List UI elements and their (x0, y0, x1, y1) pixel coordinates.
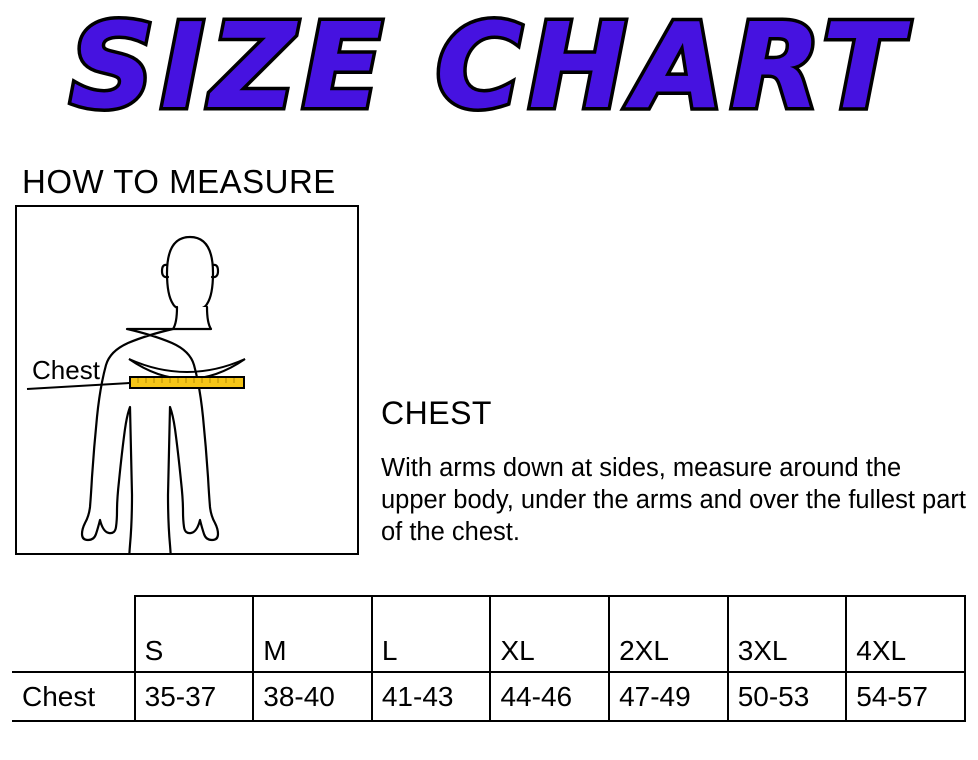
column-header-l: L (372, 596, 491, 672)
cell-chest-m: 38-40 (253, 672, 372, 721)
how-to-measure-heading: HOW TO MEASURE (22, 163, 336, 200)
cell-chest-xl: 44-46 (490, 672, 609, 721)
column-header-s: S (135, 596, 254, 672)
cell-chest-l: 41-43 (372, 672, 491, 721)
table-row (12, 672, 965, 721)
column-header-3xl: 3XL (728, 596, 847, 672)
column-header-m: M (253, 596, 372, 672)
table-corner-cell (12, 596, 135, 672)
cell-chest-3xl: 50-53 (728, 672, 847, 721)
cell-chest-2xl: 47-49 (609, 672, 728, 721)
page-title: SIZE CHART (69, 0, 909, 135)
chest-callout-label: Chest (32, 355, 100, 385)
column-header-4xl: 4XL (846, 596, 965, 672)
description-body: With arms down at sides, measure around the upper body, under the arms and over the fullest part of the chest. (381, 454, 966, 546)
description-heading: CHEST (381, 395, 492, 431)
cell-chest-s: 35-37 (135, 672, 254, 721)
column-header-xl: XL (490, 596, 609, 672)
size-chart-table (12, 595, 966, 722)
tape-measure-band (130, 377, 244, 388)
page-title-banner (0, 0, 978, 146)
row-label-chest: Chest (12, 672, 135, 721)
table-header-row (12, 596, 965, 672)
column-header-2xl: 2XL (609, 596, 728, 672)
cell-chest-4xl: 54-57 (846, 672, 965, 721)
